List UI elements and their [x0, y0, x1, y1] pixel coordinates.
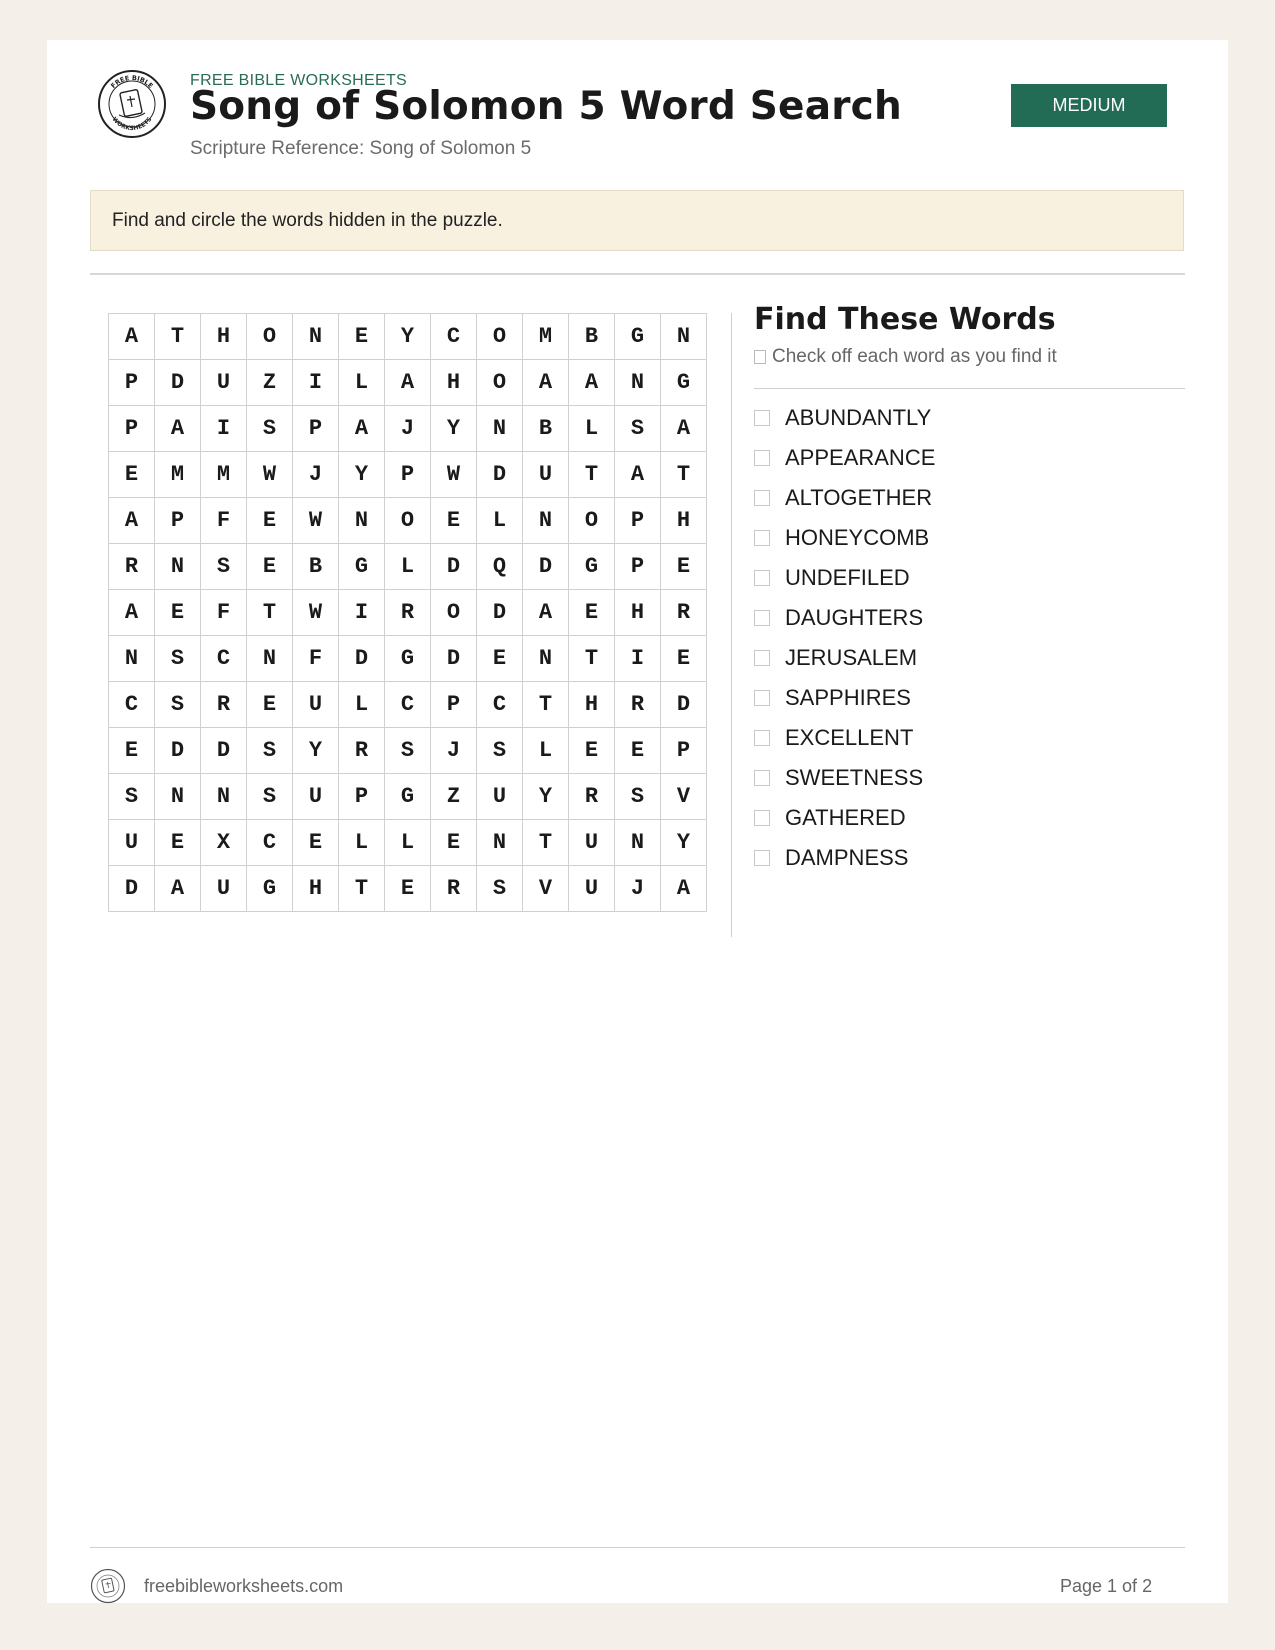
grid-cell[interactable]: S — [477, 866, 523, 912]
grid-cell[interactable]: B — [569, 314, 615, 360]
grid-cell[interactable]: N — [523, 636, 569, 682]
grid-cell[interactable]: E — [569, 590, 615, 636]
grid-cell[interactable]: C — [109, 682, 155, 728]
grid-cell[interactable]: W — [431, 452, 477, 498]
grid-cell[interactable]: E — [155, 820, 201, 866]
grid-cell[interactable]: L — [385, 820, 431, 866]
grid-cell[interactable]: W — [293, 498, 339, 544]
brand-label: FREE BIBLE WORKSHEETS — [190, 72, 408, 89]
grid-cell[interactable]: G — [385, 636, 431, 682]
grid-cell[interactable]: M — [201, 452, 247, 498]
word-list-item — [754, 678, 935, 718]
header-divider — [90, 273, 1185, 275]
footer-logo-icon — [90, 1568, 126, 1604]
grid-cell[interactable]: W — [247, 452, 293, 498]
grid-cell[interactable]: N — [615, 820, 661, 866]
grid-cell[interactable]: T — [661, 452, 707, 498]
grid-cell[interactable]: D — [431, 636, 477, 682]
grid-cell[interactable]: P — [385, 452, 431, 498]
grid-cell[interactable]: A — [661, 406, 707, 452]
word-list-item — [754, 398, 935, 438]
bible-seal-logo-icon — [97, 69, 167, 139]
svg-text:FREE BIBLE: FREE BIBLE — [109, 73, 155, 90]
word-label: DAUGHTERS — [785, 605, 924, 630]
grid-cell[interactable]: I — [615, 636, 661, 682]
grid-cell[interactable]: Y — [523, 774, 569, 820]
grid-cell[interactable]: A — [523, 360, 569, 406]
grid-cell[interactable]: D — [155, 360, 201, 406]
grid-cell[interactable]: J — [615, 866, 661, 912]
grid-cell[interactable]: U — [201, 360, 247, 406]
grid-cell[interactable]: B — [523, 406, 569, 452]
word-checkbox[interactable] — [754, 730, 770, 746]
grid-cell[interactable]: G — [385, 774, 431, 820]
grid-cell[interactable]: I — [339, 590, 385, 636]
grid-cell[interactable]: T — [523, 820, 569, 866]
word-label: EXCELLENT — [785, 725, 914, 750]
word-list-item — [754, 758, 935, 798]
grid-cell[interactable]: O — [569, 498, 615, 544]
grid-cell[interactable]: C — [477, 682, 523, 728]
grid-cell[interactable]: A — [109, 590, 155, 636]
grid-cell[interactable]: S — [201, 544, 247, 590]
grid-cell[interactable]: E — [109, 452, 155, 498]
grid-cell[interactable]: O — [477, 314, 523, 360]
grid-cell[interactable]: U — [293, 682, 339, 728]
grid-cell[interactable]: L — [339, 360, 385, 406]
grid-cell[interactable]: T — [569, 636, 615, 682]
grid-cell[interactable]: Y — [661, 820, 707, 866]
grid-cell[interactable]: D — [339, 636, 385, 682]
grid-cell[interactable]: E — [247, 498, 293, 544]
word-list-item — [754, 638, 935, 678]
grid-cell[interactable]: D — [155, 728, 201, 774]
grid-cell[interactable]: U — [523, 452, 569, 498]
word-label: DAMPNESS — [785, 845, 909, 870]
page-title: Song of Solomon 5 Word Search — [190, 84, 902, 129]
grid-cell[interactable]: R — [339, 728, 385, 774]
grid-cell[interactable]: A — [523, 590, 569, 636]
grid-cell[interactable]: Y — [385, 314, 431, 360]
grid-cell[interactable]: E — [569, 728, 615, 774]
word-list-subtitle-text: Check off each word as you find it — [772, 346, 1057, 367]
grid-cell[interactable]: P — [661, 728, 707, 774]
grid-cell[interactable]: N — [293, 314, 339, 360]
grid-cell[interactable]: Y — [339, 452, 385, 498]
grid-cell[interactable]: O — [247, 314, 293, 360]
grid-cell[interactable]: T — [247, 590, 293, 636]
grid-cell[interactable]: D — [477, 590, 523, 636]
grid-cell[interactable]: R — [615, 682, 661, 728]
grid-cell[interactable]: E — [247, 682, 293, 728]
grid-cell[interactable]: T — [155, 314, 201, 360]
grid-cell[interactable]: P — [109, 360, 155, 406]
word-list-subtitle — [754, 346, 1057, 368]
grid-cell[interactable]: E — [155, 590, 201, 636]
word-list-item — [754, 438, 935, 478]
scripture-reference: Scripture Reference: Song of Solomon 5 — [190, 138, 532, 159]
word-list-item — [754, 838, 935, 878]
grid-cell[interactable]: L — [339, 820, 385, 866]
grid-cell[interactable]: T — [523, 682, 569, 728]
grid-cell[interactable]: N — [661, 314, 707, 360]
grid-cell[interactable]: D — [431, 544, 477, 590]
grid-cell[interactable]: U — [201, 866, 247, 912]
grid-cell[interactable]: S — [615, 406, 661, 452]
word-label: SAPPHIRES — [785, 685, 911, 710]
grid-cell[interactable]: R — [201, 682, 247, 728]
grid-cell[interactable]: N — [247, 636, 293, 682]
word-label: SWEETNESS — [785, 765, 924, 790]
grid-cell[interactable]: Q — [477, 544, 523, 590]
word-list-item — [754, 518, 935, 558]
word-checkbox[interactable] — [754, 690, 770, 706]
grid-cell[interactable]: U — [569, 866, 615, 912]
grid-cell[interactable]: A — [661, 866, 707, 912]
word-label: ABUNDANTLY — [785, 405, 932, 430]
word-list-item — [754, 558, 935, 598]
grid-cell[interactable]: S — [247, 728, 293, 774]
grid-cell[interactable]: R — [431, 866, 477, 912]
footer-divider — [90, 1547, 1185, 1548]
grid-cell[interactable]: Z — [247, 360, 293, 406]
word-list-item — [754, 798, 935, 838]
grid-cell[interactable]: N — [477, 406, 523, 452]
grid-cell[interactable]: R — [385, 590, 431, 636]
grid-cell[interactable]: A — [615, 452, 661, 498]
difficulty-badge: MEDIUM — [1011, 84, 1167, 127]
grid-cell[interactable]: L — [385, 544, 431, 590]
grid-cell[interactable]: R — [661, 590, 707, 636]
grid-cell[interactable]: S — [385, 728, 431, 774]
grid-cell[interactable]: C — [247, 820, 293, 866]
grid-cell[interactable]: C — [385, 682, 431, 728]
grid-cell[interactable]: L — [339, 682, 385, 728]
grid-cell[interactable]: E — [385, 866, 431, 912]
grid-cell[interactable]: A — [569, 360, 615, 406]
grid-cell[interactable]: N — [615, 360, 661, 406]
grid-cell[interactable]: O — [431, 590, 477, 636]
grid-cell[interactable]: N — [201, 774, 247, 820]
grid-cell[interactable]: E — [339, 314, 385, 360]
grid-cell[interactable]: T — [339, 866, 385, 912]
svg-text:WORKSHEETS: WORKSHEETS — [110, 115, 154, 133]
grid-cell[interactable]: P — [293, 406, 339, 452]
grid-cell[interactable]: E — [661, 544, 707, 590]
grid-cell[interactable]: U — [293, 774, 339, 820]
grid-cell[interactable]: E — [477, 636, 523, 682]
grid-cell[interactable]: A — [155, 406, 201, 452]
grid-cell[interactable]: T — [569, 452, 615, 498]
grid-cell[interactable]: G — [569, 544, 615, 590]
grid-cell[interactable]: V — [523, 866, 569, 912]
grid-cell[interactable]: U — [569, 820, 615, 866]
grid-cell[interactable]: S — [477, 728, 523, 774]
grid-cell[interactable]: O — [385, 498, 431, 544]
grid-cell[interactable]: E — [431, 820, 477, 866]
grid-cell[interactable]: U — [109, 820, 155, 866]
grid-cell[interactable]: W — [293, 590, 339, 636]
word-checkbox[interactable] — [754, 530, 770, 546]
grid-cell[interactable]: L — [569, 406, 615, 452]
word-list-item — [754, 718, 935, 758]
word-label: HONEYCOMB — [785, 525, 930, 550]
grid-cell[interactable]: E — [109, 728, 155, 774]
grid-cell[interactable]: D — [477, 452, 523, 498]
page-number: Page 1 of 2 — [1060, 1576, 1153, 1596]
grid-cell[interactable]: N — [109, 636, 155, 682]
grid-cell[interactable]: J — [431, 728, 477, 774]
grid-cell[interactable]: S — [155, 682, 201, 728]
grid-cell[interactable]: H — [201, 314, 247, 360]
word-checkbox[interactable] — [754, 610, 770, 626]
word-checkbox[interactable] — [754, 450, 770, 466]
word-list-item — [754, 478, 935, 518]
grid-cell[interactable]: F — [201, 590, 247, 636]
word-checkbox[interactable] — [754, 410, 770, 426]
grid-cell[interactable]: H — [431, 360, 477, 406]
word-label: UNDEFILED — [785, 565, 910, 590]
grid-cell[interactable]: F — [293, 636, 339, 682]
grid-cell[interactable]: M — [155, 452, 201, 498]
grid-cell[interactable]: P — [109, 406, 155, 452]
grid-cell[interactable]: R — [569, 774, 615, 820]
grid-cell[interactable]: B — [293, 544, 339, 590]
word-list-heading: Find These Words — [754, 302, 1056, 337]
grid-cell[interactable]: J — [385, 406, 431, 452]
grid-cell[interactable]: G — [661, 360, 707, 406]
grid-cell[interactable]: E — [431, 498, 477, 544]
grid-cell[interactable]: A — [109, 498, 155, 544]
grid-cell[interactable]: N — [155, 544, 201, 590]
grid-cell[interactable]: U — [477, 774, 523, 820]
grid-cell[interactable]: N — [477, 820, 523, 866]
grid-cell[interactable]: E — [247, 544, 293, 590]
word-list — [754, 398, 935, 878]
grid-cell[interactable]: G — [247, 866, 293, 912]
grid-cell[interactable]: N — [339, 498, 385, 544]
word-list-item — [754, 598, 935, 638]
grid-cell[interactable]: Y — [431, 406, 477, 452]
word-list-divider — [754, 388, 1185, 389]
grid-cell[interactable]: M — [523, 314, 569, 360]
grid-cell[interactable]: H — [293, 866, 339, 912]
grid-cell[interactable]: L — [477, 498, 523, 544]
grid-cell[interactable]: S — [615, 774, 661, 820]
grid-cell[interactable]: Z — [431, 774, 477, 820]
grid-cell[interactable]: Y — [293, 728, 339, 774]
grid-cell[interactable]: H — [615, 590, 661, 636]
grid-cell[interactable]: A — [385, 360, 431, 406]
word-checkbox[interactable] — [754, 850, 770, 866]
grid-cell[interactable]: A — [339, 406, 385, 452]
instructions-box — [90, 190, 1184, 251]
grid-cell[interactable]: A — [155, 866, 201, 912]
grid-cell[interactable]: G — [615, 314, 661, 360]
worksheet-page — [47, 40, 1228, 1603]
word-checkbox[interactable] — [754, 570, 770, 586]
grid-cell[interactable]: G — [339, 544, 385, 590]
instructions-text: Find and circle the words hidden in the puzzle. — [112, 209, 503, 231]
grid-cell[interactable]: S — [247, 774, 293, 820]
grid-cell[interactable]: D — [661, 682, 707, 728]
grid-cell[interactable]: I — [293, 360, 339, 406]
word-checkbox[interactable] — [754, 810, 770, 826]
column-divider — [731, 313, 732, 937]
grid-cell[interactable]: D — [201, 728, 247, 774]
grid-cell[interactable]: V — [661, 774, 707, 820]
grid-cell[interactable]: S — [109, 774, 155, 820]
grid-cell[interactable]: H — [661, 498, 707, 544]
grid-cell[interactable]: E — [615, 728, 661, 774]
word-search-grid — [108, 313, 707, 912]
grid-cell[interactable]: A — [109, 314, 155, 360]
grid-cell[interactable]: P — [155, 498, 201, 544]
grid-cell[interactable]: X — [201, 820, 247, 866]
grid-cell[interactable]: P — [431, 682, 477, 728]
grid-cell[interactable]: C — [201, 636, 247, 682]
word-label: ALTOGETHER — [785, 485, 933, 510]
grid-cell[interactable]: O — [477, 360, 523, 406]
footer-site: freebibleworksheets.com — [144, 1576, 344, 1596]
checkbox-hint-icon — [754, 350, 766, 364]
grid-cell[interactable]: F — [201, 498, 247, 544]
grid-cell[interactable]: D — [523, 544, 569, 590]
grid-cell[interactable]: P — [615, 498, 661, 544]
grid-cell[interactable]: P — [339, 774, 385, 820]
word-checkbox[interactable] — [754, 490, 770, 506]
grid-cell[interactable]: S — [155, 636, 201, 682]
grid-cell[interactable]: N — [155, 774, 201, 820]
grid-cell[interactable]: E — [293, 820, 339, 866]
word-checkbox[interactable] — [754, 770, 770, 786]
grid-cell[interactable]: J — [293, 452, 339, 498]
word-checkbox[interactable] — [754, 650, 770, 666]
grid-cell[interactable]: H — [569, 682, 615, 728]
word-label: APPEARANCE — [785, 445, 936, 470]
grid-cell[interactable]: R — [109, 544, 155, 590]
grid-cell[interactable]: P — [615, 544, 661, 590]
grid-cell[interactable]: I — [201, 406, 247, 452]
grid-cell[interactable]: N — [523, 498, 569, 544]
grid-cell[interactable]: E — [661, 636, 707, 682]
word-label: JERUSALEM — [785, 645, 918, 670]
grid-cell[interactable]: D — [109, 866, 155, 912]
grid-cell[interactable]: L — [523, 728, 569, 774]
grid-cell[interactable]: S — [247, 406, 293, 452]
word-label: GATHERED — [785, 805, 906, 830]
grid-cell[interactable]: C — [431, 314, 477, 360]
